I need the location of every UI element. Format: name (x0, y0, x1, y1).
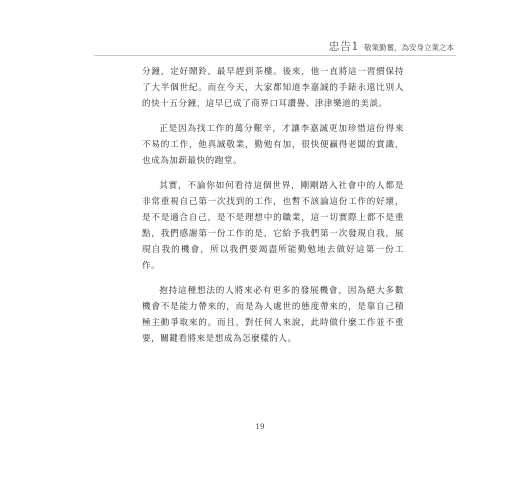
header-divider (94, 55, 456, 56)
body-text (142, 64, 404, 356)
chapter-label: 忠告1 (328, 40, 359, 53)
chapter-title: 敬業勤奮，為安身立業之本 (364, 43, 454, 52)
running-header (329, 38, 455, 54)
paragraph: 正是因為找工作的萬分艱辛，才讓李嘉誠更加珍惜這份得來不易的工作，他真誠敬業，勤勉有加，很快便贏得老闆的賞識，也成為加薪最快的跑堂。 (142, 124, 404, 166)
paragraph-continuation: 分鐘，定好鬧鈴，最早趕到茶樓。後來，他一直將這一習慣保持了大半個世紀。而在今天，大家都知道李嘉誠的手錶永遠比別人的快十五分鐘，這早已成了商界口耳讚譽、津津樂道的美談。 (142, 67, 404, 109)
paragraph: 抱持這種想法的人將來必有更多的發展機會，因為絕大多數機會不是能力帶來的，而是為人處世的態度帶來的，是靠自己積極主動爭取來的。而且，對任何人來說，此時做什麼工作並不重要，關鍵看將來是想成為怎麼樣的人。 (142, 286, 404, 344)
paragraph: 其實，不論你如何看待這個世界，剛剛踏入社會中的人都是非常重視自己第一次找到的工作，也暫不該論這份工作的好壞，是不是適合自己，是不是理想中的職業，這一切實際上都不是重點，我們感謝第一份工作的是，它給予我們第一次發現自我，展現自我的機會，所以我們要竭盡所能勤勉地去做好這第一份工作。 (142, 181, 404, 271)
page-number: 19 (255, 423, 265, 431)
